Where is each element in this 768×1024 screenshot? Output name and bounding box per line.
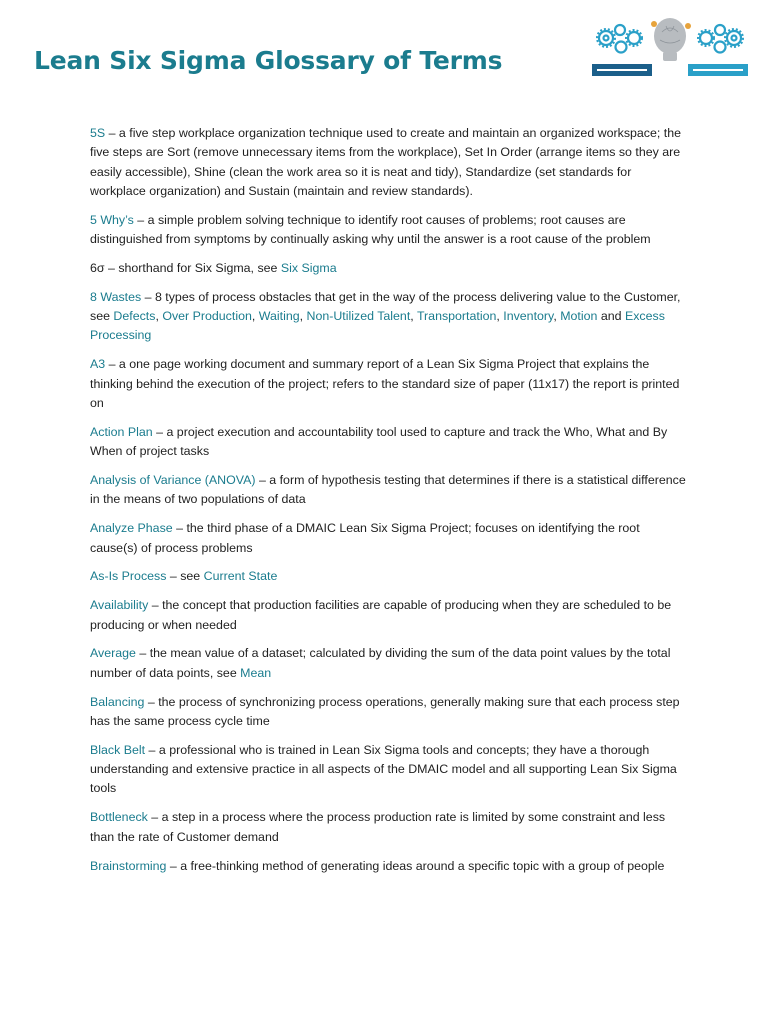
glossary-list: [90, 124, 690, 885]
cross-reference-link[interactable]: Excess Processing: [90, 309, 665, 343]
definition-text: – the concept that production facilities are capable of producing when they are scheduled to be producing or when needed: [90, 598, 672, 632]
glossary-term: Analysis of Variance (ANOVA): [90, 473, 256, 488]
page-title: Lean Six Sigma Glossary of Terms: [34, 46, 503, 75]
cross-reference-link[interactable]: Inventory: [503, 309, 554, 324]
glossary-term: 6σ: [90, 260, 105, 275]
glossary-entry-balancing: [90, 693, 690, 732]
glossary-term: 5S: [90, 126, 106, 140]
glossary-entry-bottleneck: [90, 808, 690, 847]
cross-reference-link[interactable]: Defects: [113, 309, 156, 324]
definition-text: – a one page working document and summary report of a Lean Six Sigma Project that explains the thinking behind the execution of the project; refers to the standard size of paper (11x17) the report is printed on: [90, 357, 680, 410]
glossary-term: Average: [90, 646, 136, 661]
glossary-term: Black Belt: [90, 742, 146, 757]
cross-reference-link[interactable]: Current State: [203, 569, 278, 584]
glossary-entry-black-belt: [90, 741, 690, 799]
glossary-entry-brainstorming: [90, 857, 690, 876]
glossary-term: A3: [90, 357, 106, 372]
glossary-term: Brainstorming: [90, 858, 167, 873]
cross-reference-link[interactable]: Waiting: [258, 309, 300, 324]
definition-text: – a free-thinking method of generating ideas around a specific topic with a group of people: [166, 858, 665, 873]
definition-text: – a form of hypothesis testing that determines if there is a statistical difference in the means of two populations of data: [90, 473, 686, 507]
definition-text: – a project execution and accountability tool used to capture and track the Who, What and By When of project tasks: [90, 424, 668, 459]
definition-text: – shorthand for Six Sigma, see: [104, 260, 281, 275]
glossary-entry-as-is-process: [90, 567, 690, 586]
glossary-entry-5s: [90, 124, 690, 201]
definition-text: ,: [496, 309, 504, 324]
definition-text: ,: [410, 309, 417, 324]
cross-reference-link[interactable]: Transportation: [416, 309, 497, 324]
definition-text: – the third phase of a DMAIC Lean Six Sigma Project; focuses on identifying the root cause(s) of process problems: [90, 521, 640, 555]
definition-text: ,: [553, 309, 561, 324]
glossary-term: Action Plan: [90, 424, 153, 439]
glossary-term: 5 Why’s: [90, 212, 134, 227]
cross-reference-link[interactable]: Mean: [240, 665, 272, 680]
cross-reference-link[interactable]: Motion: [560, 309, 598, 324]
definition-text: – a professional who is trained in Lean Six Sigma tools and concepts; they have a thorough understanding and extensive practice in all aspects of the DMAIC model and all supporting Lean Six Sigma tools: [90, 742, 677, 796]
definition-text: – 8 types of process obstacles that get in the way of the process delivering value to the Customer, see: [90, 289, 681, 324]
definition-text: – see: [166, 569, 204, 584]
glossary-term: Availability: [90, 598, 149, 613]
glossary-entry-a3: [90, 355, 690, 413]
glossary-term: Bottleneck: [90, 810, 148, 825]
definition-text: ,: [155, 309, 163, 324]
glossary-term: As-Is Process: [90, 569, 167, 584]
glossary-entry-5-whys: [90, 211, 690, 250]
glossary-entry-anova: [90, 471, 690, 510]
definition-text: – the mean value of a dataset; calculated by dividing the sum of the data point values by the total number of data points, see: [90, 646, 671, 680]
glossary-term: 8 Wastes: [90, 289, 142, 304]
glossary-entry-8-wastes: [90, 288, 690, 346]
cross-reference-link[interactable]: Non-Utilized Talent: [306, 309, 411, 324]
glossary-entry-average: [90, 644, 690, 683]
cross-reference-link[interactable]: Over Production: [162, 309, 252, 324]
definition-text: – a step in a process where the process production rate is limited by some constraint and less than the rate of Customer demand: [90, 810, 666, 844]
glossary-entry-analyze-phase: [90, 519, 690, 558]
glossary-term: Balancing: [90, 694, 145, 709]
glossary-entry-availability: [90, 596, 690, 635]
glossary-entry-6-sigma: [90, 259, 690, 278]
definition-text: – the process of synchronizing process operations, generally making sure that each process step has the same process cycle time: [90, 694, 680, 728]
definition-text: and: [597, 309, 625, 324]
glossary-entry-action-plan: [90, 423, 690, 462]
glossary-term: Analyze Phase: [90, 521, 173, 536]
gears-lightbulb-logo: [592, 14, 748, 80]
definition-text: ,: [251, 309, 259, 324]
definition-text: ,: [299, 309, 307, 324]
definition-text: – a simple problem solving technique to identify root causes of problems; root causes are distinguished from symptoms by continually asking why until the answer is a root cause of the problem: [90, 212, 651, 247]
cross-reference-link[interactable]: Six Sigma: [280, 260, 337, 275]
definition-text: – a five step workplace organization technique used to create and maintain an organized workspace; the five steps are Sort (remove unnecessary items from the workplace), Set In Order (arrange items so they are easily accessible), Shine (clean the work area so it is neat and tidy), Standardize (set standards for workplace organization) and Sustain (maintain and review standards).: [90, 126, 681, 198]
